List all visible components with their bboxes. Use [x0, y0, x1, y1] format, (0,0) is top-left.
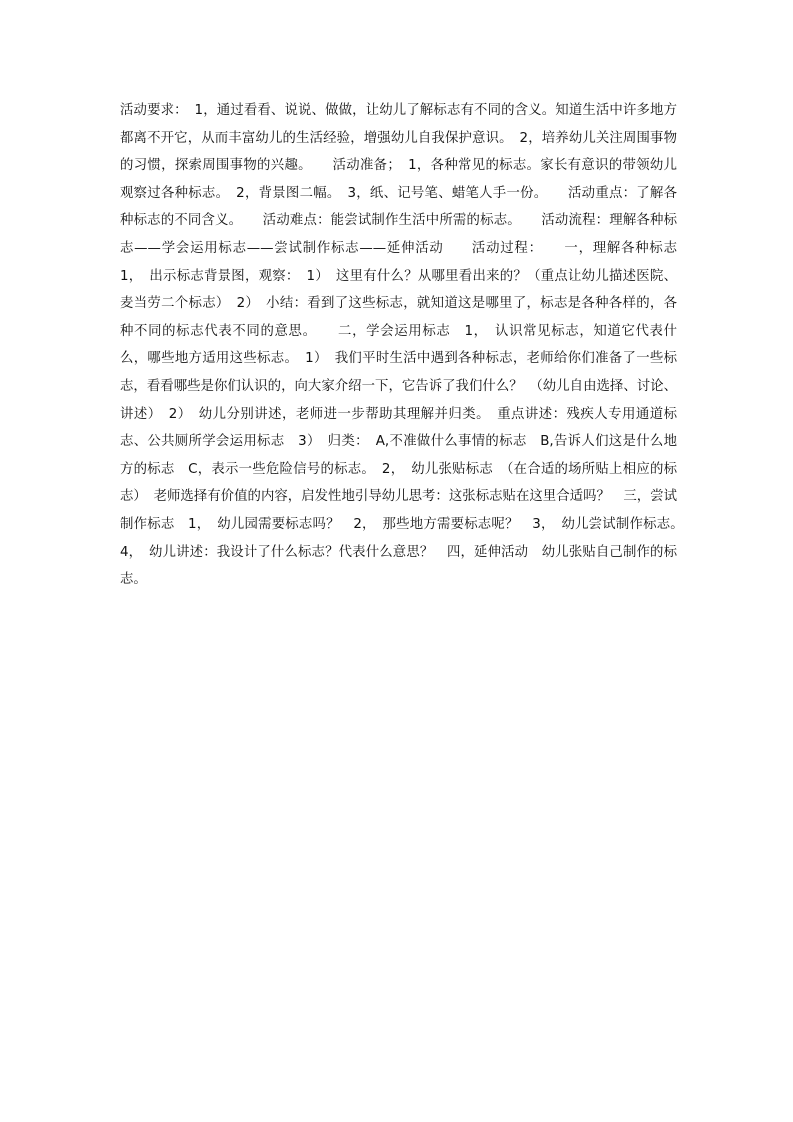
body-paragraph: 活动要求： 1，通过看看、说说、做做，让幼儿了解标志有不同的含义。知道生活中许多地方都离不开它，从而丰富幼儿的生活经验，增强幼儿自我保护意识。 2，培养幼儿关注周围事物的习惯，探索周围事物的兴趣。 活动准备； 1，各种常见的标志。家长有意识的带领幼儿观察过各种标志。 2，背景图二幅。 3，纸、记号笔、蜡笔人手一份。 活动重点：了解各种标志的不同含义。 活动难点：能尝试制作生活中所需的标志。 活动流程：理解各种标志——学会运用标志——尝试制作标志——延伸活动 活动过程： 一，理解各种标志 1， 出示标志背景图，观察： 1） 这里有什么？从哪里看出来的？（重点让幼儿描述医院、麦当劳二个标志） 2） 小结：看到了这些标志，就知道这是哪里了，标志是各种各样的，各种不同的标志代表不同的意思。 二，学会运用标志 1， 认识常见标志，知道它代表什么，哪些地方适用这些标志。 1） 我们平时生活中遇到各种标志，老师给你们准备了一些标志，看看哪些是你们认识的，向大家介绍一下，它告诉了我们什么？ （幼儿自由选择、讨论、讲述） 2） 幼儿分别讲述，老师进一步帮助其理解并归类。 重点讲述：残疾人专用通道标志、公共厕所学会运用标志 3） 归类： A,不准做什么事情的标志 B,告诉人们这是什么地方的标志 C，表示一些危险信号的标志。 2， 幼儿张贴标志 （在合适的场所贴上相应的标志） 老师选择有价值的内容，启发性地引导幼儿思考：这张标志贴在这里合适吗？ 三，尝试制作标志 1， 幼儿园需要标志吗？ 2， 那些地方需要标志呢？ 3， 幼儿尝试制作标志。 4， 幼儿讲述：我设计了什么标志？代表什么意思？ 四，延伸活动 幼儿张贴自己制作的标志。 [120, 103, 691, 588]
